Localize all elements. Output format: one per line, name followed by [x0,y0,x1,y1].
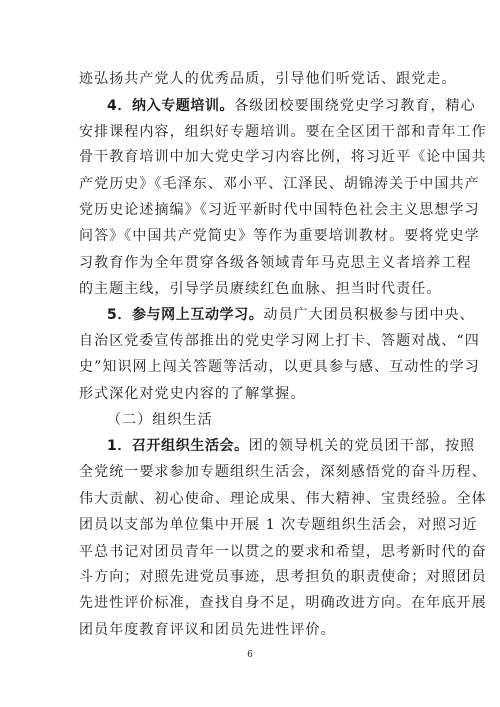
item-4-first-line [107,96,476,116]
item-4-line: 安排课程内容，组织好专题培训。要在全区团干部和青年工作 [79,124,487,140]
item-4-line: 的主题主线，引导学员赓续红色血脉、担当时代责任。 [79,281,442,297]
item-1-first-line [107,436,476,456]
item-4-line: 骨干教育培训中加大党史学习内容比例，将习近平《论中国共 [79,149,487,165]
item-4-text: 各级团校要围绕党史学习教育，精心 [234,98,476,114]
item-1-line: 先进性评价标准，查找自身不足，明确改进方向。在年底开展 [79,595,487,611]
item-1-text: 团的领导机关的党员团干部，按照 [248,438,476,454]
item-5-heading: 5．参与网上互动学习。 [107,307,264,323]
item-5-line: 自治区党委宣传部推出的党史学习网上打卡、答题对战、“四 [79,333,480,349]
item-1-heading: 1．召开组织生活会。 [107,438,249,454]
paragraph-text-line: 迹弘扬共产党人的优秀品质，引导他们听党话、跟党走。 [79,71,457,87]
item-5-line: 形式深化对党史内容的了解掌握。 [79,386,306,402]
item-1-line: 团员以支部为单位集中开展 1 次专题组织生活会，对照习近 [79,517,478,533]
item-1-line: 全党统一要求参加专题组织生活会，深刻感悟党的奋斗历程、 [79,464,487,480]
item-1-line: 斗方向；对照先进党员事迹，思考担负的职责使命；对照团员 [79,569,487,585]
item-5-text: 动员广大团员积极参与团中央、 [263,307,475,323]
item-4-line: 产党历史》《毛泽东、邓小平、江泽民、胡锦涛关于中国共产 [79,176,480,192]
item-4-line: 党历史论述摘编》《习近平新时代中国特色社会主义思想学习 [79,202,480,218]
item-5-line: 史”知识网上闯关答题等活动，以更具参与感、互动性的学习 [79,359,480,375]
item-4-heading: 4．纳入专题培训。 [107,98,235,114]
item-1-line: 伟大贡献、初心使命、理论成果、伟大精神、宝贵经验。全体 [79,491,487,507]
item-5-first-line [107,305,475,325]
item-1-line: 团员年度教育评议和团员先进性评价。 [79,622,336,638]
page-number: 6 [247,650,253,660]
item-4-line: 问答》《中国共产党简史》等作为重要培训教材。要将党史学 [79,228,480,244]
section-heading: （二）组织生活 [107,412,213,428]
item-4-line: 习教育作为全年贯穿各级各领域青年马克思主义者培养工程 [79,255,472,271]
item-1-line: 平总书记对团员青年一以贯之的要求和希望，思考新时代的奋 [79,544,487,560]
